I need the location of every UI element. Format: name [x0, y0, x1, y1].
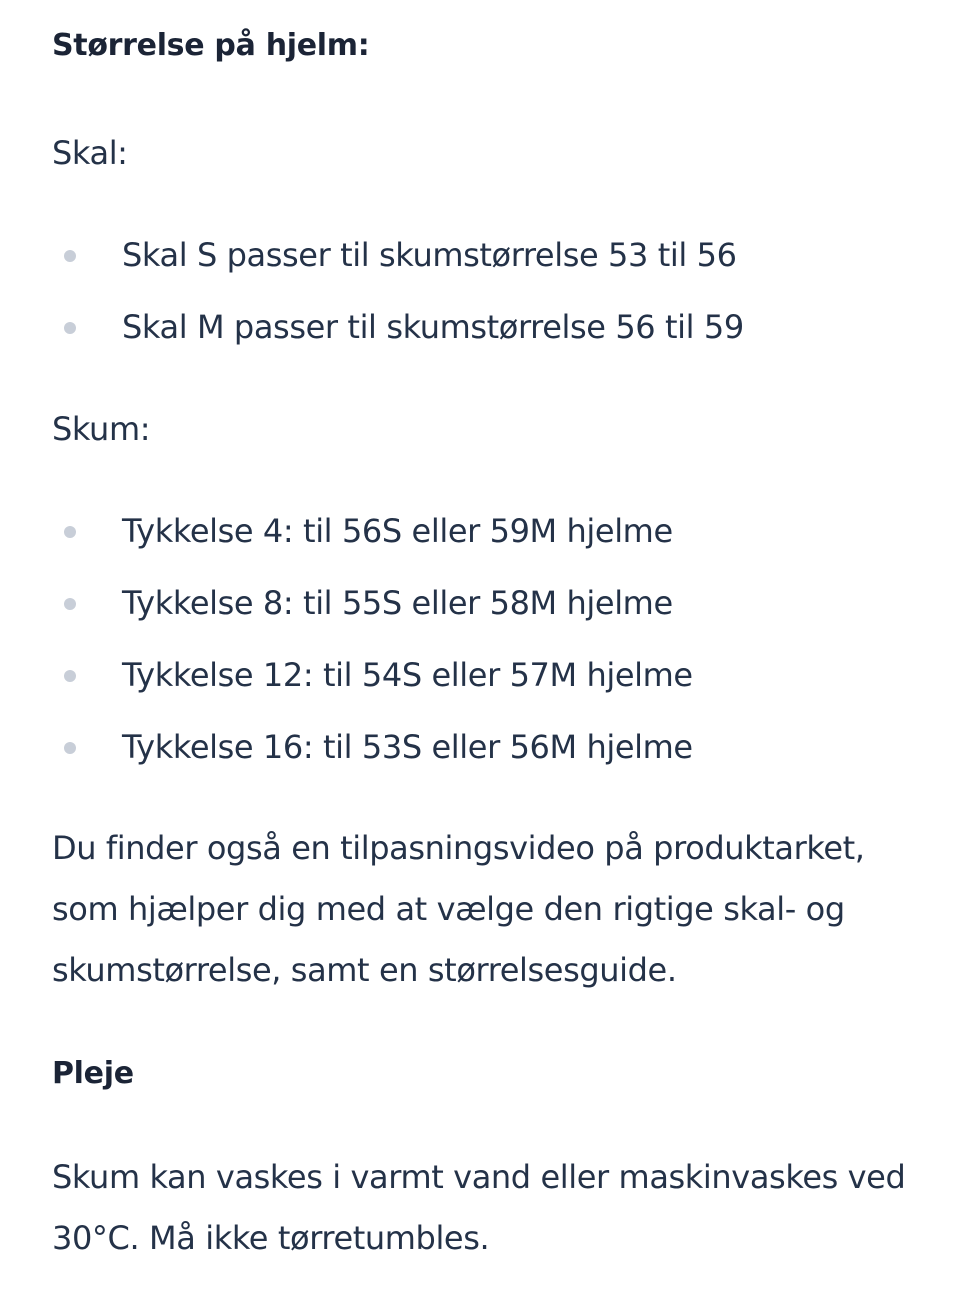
size-heading: Størrelse på hjelm: [52, 28, 370, 63]
foam-item-text: Tykkelse 16: til 53S eller 56M hjelme [122, 728, 693, 766]
foam-item-text: Tykkelse 12: til 54S eller 57M hjelme [122, 656, 693, 694]
list-item [52, 581, 932, 625]
video-note-line: som hjælper dig med at vælge den rigtige skal- og [52, 890, 845, 928]
bullet-icon [64, 598, 76, 610]
care-heading: Pleje [52, 1056, 134, 1091]
shell-item-text: Skal M passer til skumstørrelse 56 til 59 [122, 308, 744, 346]
bullet-icon [64, 742, 76, 754]
shell-item-text: Skal S passer til skumstørrelse 53 til 56 [122, 236, 737, 274]
list-item [52, 509, 932, 553]
shell-label: Skal: [52, 134, 128, 172]
list-item [52, 305, 932, 349]
foam-item-text: Tykkelse 8: til 55S eller 58M hjelme [122, 584, 673, 622]
list-item [52, 653, 932, 697]
bullet-icon [64, 322, 76, 334]
list-item [52, 233, 932, 277]
bullet-icon [64, 526, 76, 538]
bullet-icon [64, 670, 76, 682]
foam-label: Skum: [52, 410, 151, 448]
bullet-icon [64, 250, 76, 262]
foam-item-text: Tykkelse 4: til 56S eller 59M hjelme [122, 512, 673, 550]
video-note-line: skumstørrelse, samt en størrelsesguide. [52, 951, 677, 989]
video-note-line: Du finder også en tilpasningsvideo på produktarket, [52, 829, 865, 867]
list-item [52, 725, 932, 769]
care-text-line: Skum kan vaskes i varmt vand eller maskinvaskes ved [52, 1158, 906, 1196]
care-text-line: 30°C. Må ikke tørretumbles. [52, 1219, 490, 1257]
